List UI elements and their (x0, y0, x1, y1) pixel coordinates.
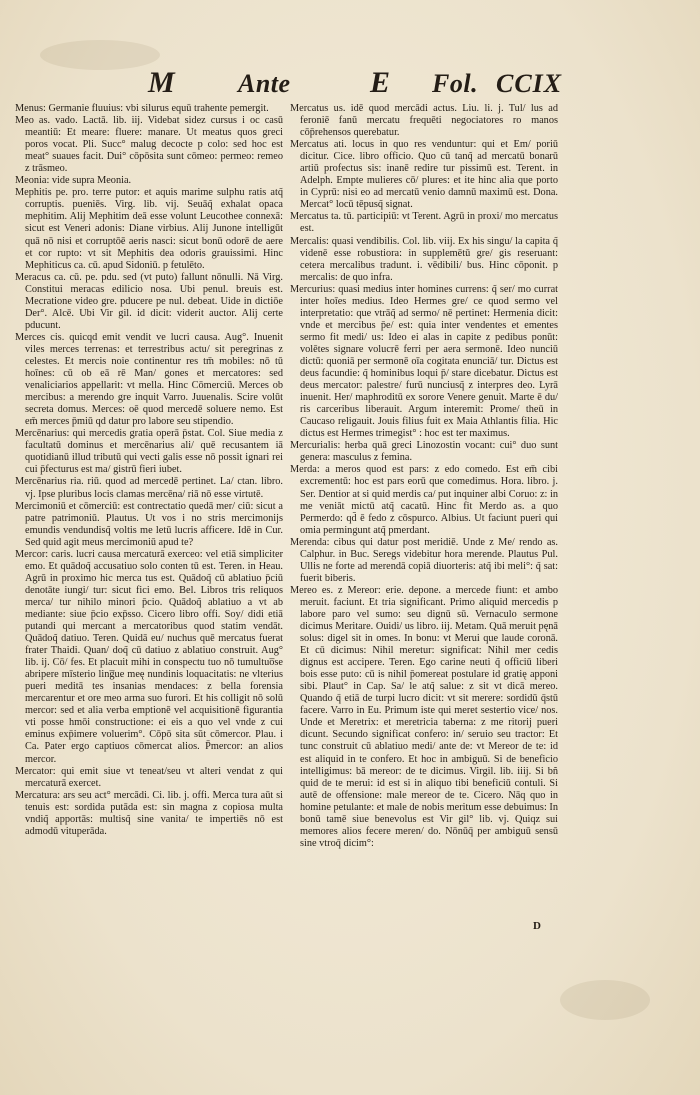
dictionary-entry: Meo as. vado. Lactā. lib. iij. Videbat sidez cursus i oc casū meantiū: Et meare: fluere: manare. Ut meatus quos greci poros vocat. Pli. Succ° malug decocte p colo: sed hoc est meat° suaues facit. Dui° cōpōsita sunt cōmeo: permeo: remeo z trāsmeo. (15, 115, 283, 175)
right-column (290, 103, 558, 850)
dictionary-entry: Mercatus ta. tū. participiū: vt Terent. Agrū in proxi/ mo mercatus est. (290, 211, 558, 235)
header-word-left: Ante (238, 69, 291, 98)
dictionary-entry: Merces cis. quicqd emit vendit ve lucri causa. Aug°. Inuenit viles merces terrenas: et terrestribus actu/ sit peregrinas z celestes. Et mercis noie continentur res tm̄ mobiles: nō tū hoīnes: cū ob eā rē Man/ gones et mercatores: sed venaliciarios appellarit: vt mella. Hinc Cōmerciū. Merces ob mercibus: a merendo gre inquit Varro. Juuenalis. Scire volūt secreta domus. Merces: oē quod mercedē soluere nemo. Est em̄ merces p̄miū qd datur pro labore seu stipendio. (15, 331, 283, 428)
dictionary-entry: Mercatura: ars seu act° mercādi. Ci. lib. j. offi. Merca tura aūt si tenuis est: sordida putāda est: sin magna z copiosa multa vndiq̃ apportās: multisq̃ sine vanita/ te impertiēs nō est admodū vituperāda. (15, 789, 283, 837)
dictionary-entry: Menus: Germanie fluuius: vbi silurus equū trahente pemergit. (15, 103, 269, 114)
dictionary-entry: Merenda: cibus qui datur post meridiē. Unde z Me/ rendo as. Calphur. in Buc. Seregs videbitur hora merende. Plautus Pul. Ullis ne forte ad merendā copiā diuorteris: atq̃ ibi meli°: q̃ sat: fuerit biberis. (290, 536, 558, 584)
paper-stain (560, 980, 650, 1020)
dictionary-entry: Meonia: vide supra Meonia. (15, 175, 132, 187)
dictionary-entry: Mercēnarius ria. riū. quod ad mercedē pertinet. La/ ctan. libro. vj. Ipse pluribus locis clamas mercēna/ riā nō esse virtutē. (15, 476, 283, 500)
catchword: D (533, 920, 541, 932)
dictionary-entry: Meracus ca. cū. pe. pdu. sed (vt puto) fallunt nōnulli. Nā Virg. Constitui meracas edilicio nosa. Ubi penul. breuis est. Mecratione video gre. pducere pe nul. debeat. Uide in dictiōe Der°. Alcē. Ubi Vir gil. id dicit: viderit auctor. Alij certe pducunt. (15, 271, 283, 331)
dictionary-entry: Mercatus ati. locus in quo res venduntur: qui et Em/ poriū dicitur. Cice. libro officio. Quo cū tanq̃ ad mercatū bonarū artiū profectus sis: inanē redire tur pissimū est. Terent. in Adelph. Empte mulieres cō/ plures: et ite hinc alia que porto in Cyprū: nisi eo ad mercatū venio damnū maximū est. Dona. Mercat° locū tēpusq̃ signat. (290, 139, 558, 211)
folio-label: Fol. (432, 69, 479, 98)
header-letter-left: M (148, 66, 176, 99)
folio-number: CCIX (496, 69, 563, 98)
header-letter-right: E (370, 66, 391, 99)
dictionary-entry: Mercatus us. idē quod mercādi actus. Liu. li. j. Tul/ lus ad feroniē fanū mercatu frequēti negociatores ro manos cōp̄rehensos querebatur. (290, 103, 558, 139)
dictionary-entry: Mercurius: quasi medius inter homines currens: q̃ ser/ mo currat inter hoīes medius. Ideo Hermes gre/ ce quod sermo vel interpretatio: que vtrāq̃ ad sermo/ nē pertinet: Hermenia dicit: vnde et mercibus p̄e/ est: quia inter vendentes et ementes sermo fit medi/ us: Ideo ei alas in capite z pedibus ponūt: volētes signare volucrē ferri per aera sermonē. Ideo nunciū dictū: quoniā per sermonē oīa cogitata enunciā/ tur. Dictus est deus facundie: q̃ hominibus loqui p̄/ stare dicebatur. Dictus est deus mercator: palestre/ furū nunciusq̃ z interpres deo. Lyrā inuenit. Her/ maphroditū ex sorore Venere genuit. Marte ē du/ ris carceribus liberauit. Argum interemit: Prome/ theū in Caucaso religauit. Jouis filius fuit ex Maia Athlantis filia. Hic dictus est Hermes trimegist° : hoc est ter maximus. (290, 283, 558, 440)
dictionary-entry: Mercor: caris. lucri causa mercaturā exerceo: vel etiā simpliciter emo. Et quādoq̃ accusatiuo solo conten tū est. Teren. in Heau. Agrū in proximo hic merca tus est. Quādoq̃ cū ablatiuo p̄ciū denotāte iungi/ tur: sicut fici emo. Bel. Libros tris reliquos merca/ tur nihilo minori p̄cio. Quādoq̃ ablatiuo a vt ab mediante: siue p̄cio exp̄sso. Cicero libro offi. Soy/ didi etiā putandi qui mercant a mercatoribus quod statim vendāt. Quādoq̃ datiuo. Teren. Quidā eu/ nuchus quē mercatus fuerat frater Thaidi. Quan/ doq̃ cū datiuo z ablatiuo construit. Aug° lib. ij. Cō/ fes. Et placuit mihi in conspectu tuo nō tumultuo̅se abripere mīsterio ling̅ue meę nundinis loquacitatis: ne vlterius pueri meditā tes insanias mendaces: z bella forensia mercarentur et ore meo arma suo furori. Et his colligit nō solū mercor: sed et alia verba emptionē vel acquisitionē figurantia vti posse hmōi constructione: ei eis a quo vel vnde z cui eminus exp̄imere voluerim°. Cōpō sita sūt cōmercor. Plau. i Ca. Pater ergo captiuos cōmercat alios. P̄mercor: an alios mercor. (15, 548, 283, 765)
dictionary-entry: Mereo es. z Mereor: erie. depone. a mercede fiunt: et ambo meruit. faciunt. Et tria significant. Primo aliquid mercedis p labore paro vel sumo: seu dignū sū. Vernaculo sermone dicimus Meritare. Ouidi/ us libro. iij. Metam. Quā meruit pęnā solus: digel sit in omes. In bonu: vt Merui que laude coronā. Et cū dicimus: Nihil meretur: significat: Nihil mer cedis dignus est accipere. Teren. Ego carine neuti q̃ officiū liberi bois esse puto: cū is nihil p̄omereat postulare id gratię apponi sibi. Plaut° in Cap. Sa/ le atq̃ salue: z sit vt dicā mereo. Quando q̄ etiā de turpi lucro dicit: vt sit merere: sordidū q̄stū facere. Varro in Eu. Primum iste qui meret sestertio vice/ nos. Unde et Meretrix: et meretricia taberna: z me ritorij pueri dicunt. Secundo significat confero: in/ seruio seu tractor: Et tunc construit cū ablatiuo medi/ ante de: vt Mereor de te: id est aliquid in te confero. Et hoc in ambiguū. Si de beneficio intelligimus: bā mereor: de te dicimus. Virgil. lib. iiij. Si bñ quid de te merui: id est si in aliquo tibi beneficiū contuli. Si autē de offensione: male mereor de te. Cicero. Nāq quo in homine petulante: et male de nobis meritum esse debuimus: In bonū tamē siue benevolus est Vir gil° lib. vj. Quiqz sui memores alios fecere meren/ do. Nōnūq̄ per ambiguū sensū sine vtroq̄ dicim°: (290, 584, 558, 849)
running-header (0, 66, 700, 102)
dictionary-entry: Mephitis pe. pro. terre putor: et aquis marime sulphu ratis atq̃ corruptis. pueniēs. Virg. lib. vij. Seuāq̃ exhalat opaca mephitim. Alij Mephitim deā esse volunt Leucothee connexā: sicut est Veneri adonis: Diane virbius. Alij Junone intelligūt quā nō nisi et corruptōē aeris nasci: sicut bonū odorē de aere et cor rupto: vt sit Mephitis dea odoris grauissimi. Hinc Mephiticus ca. cū. apud Sidoniū. p fetulēto. (15, 187, 283, 271)
dictionary-entry: Mercalis: quasi vendibilis. Col. lib. viij. Ex his singu/ la capita q̃ videnē esse robustiora: in supplemētū gre/ gis reseruant: cetera mercalibus tradunt. i. vēdibili/ bus. Hinc cōponit. p mercalis: de quo infra. (290, 235, 558, 283)
dictionary-entry: Mercēnarius: qui mercedis gratia operā p̄stat. Col. Siue media z facultatū dominus et mercēnarius ali/ quē recusantem iā quotidianū illud tributū qui vecti galis esse nō possit ignari rei cui p̄fecturus est ma/ gistrū fieri iubet. (15, 428, 283, 476)
left-column (15, 103, 283, 838)
dictionary-entry: Mercurialis: herba quā greci Linozostin vocant: cui° duo sunt genera: masculus z femina. (290, 440, 558, 464)
dictionary-entry: Mercator: qui emit siue vt teneat/seu vt alteri vendat z qui mercaturā exercet. (15, 765, 283, 789)
dictionary-entry: Merda: a meros quod est pars: z edo comedo. Est em̄ cibi excrementū: hoc est pars eorū que comedimus. Hora. libro. j. Ser. Dentior at si quid merdis ca/ put inquiner albi Coruo: z: in me veniāt mictū atq̃ cacatū. Hinc fit Merdo as. a quo Permerdo: qd̄ ē fedo z cōspurco. Albius. Ut faciunt pueri qui omia permingunt atq̃ pmerdant. (290, 464, 558, 536)
dictionary-entry: Mercimoniū et cōmerciū: est contrectatio quedā mer/ ciū: sicut a patre patrimoniū. Plautus. Ut vos i no stris mercimonijs emundis vendundisq̃ voltis me letū lucris afficere. Idē in Cur. Sed quid agit meus mercimoniū apud te? (15, 500, 283, 548)
